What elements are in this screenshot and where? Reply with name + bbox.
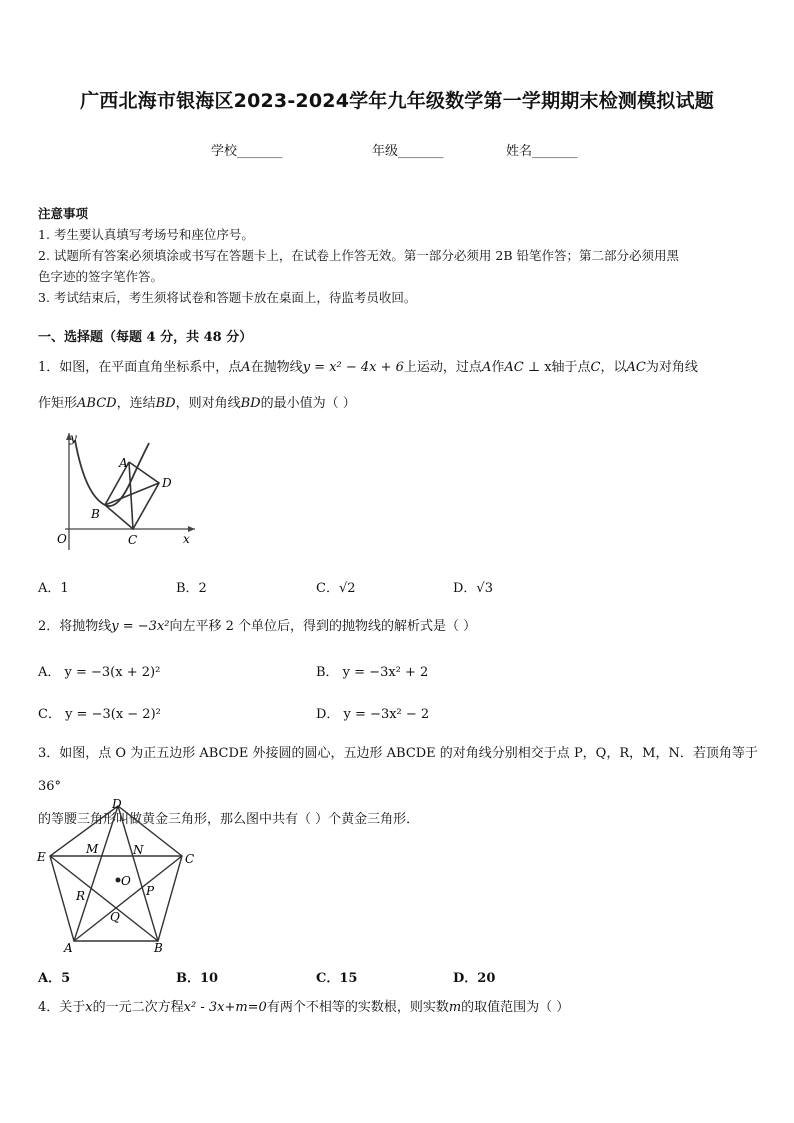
fig1-label-a: A (119, 456, 128, 470)
q3-option-a[interactable]: A．5 (38, 971, 71, 986)
fig1-label-c: C (128, 533, 138, 547)
note-item-3: 3. 考试结束后，考生须将试卷和答题卡放在桌面上，待监考员收回。 (38, 290, 417, 305)
note-item-1: 1. 考生要认真填写考场号和座位序号。 (38, 227, 254, 242)
q4-equation: x² - 3x+m=0 (183, 1000, 267, 1015)
fig1-label-d: D (162, 476, 172, 490)
fig3-label-q: Q (110, 910, 120, 924)
q2-option-c[interactable]: C． y = −3(x − 2)² (38, 707, 161, 722)
question-1-line-1: 1．如图，在平面直角坐标系中，点A在抛物线y = x² − 4x + 6上运动，过点A作AC ⊥ x轴于点C，以AC为对角线 (38, 360, 698, 375)
fig1-label-y: y (70, 431, 77, 445)
fig3-label-c: C (185, 852, 195, 866)
q1-equation: y = x² − 4x + 6 (302, 360, 404, 375)
question-3-line-2: 的等腰三角形叫做黄金三角形，那么图中共有（ ）个黄金三角形． (38, 812, 420, 827)
name-field: 姓名_______ (506, 144, 578, 159)
fig3-label-n: N (133, 843, 144, 857)
q1-option-d[interactable]: D．√3 (453, 581, 493, 596)
q1-option-a[interactable]: A．1 (38, 581, 69, 596)
fig3-label-p: P (146, 884, 155, 898)
q2-option-d[interactable]: D． y = −3x² − 2 (316, 707, 430, 722)
q3-option-d[interactable]: D．20 (453, 971, 496, 986)
q2-equation: y = −3x² (111, 619, 170, 634)
question-1 (38, 350, 758, 422)
notes-block (38, 203, 758, 308)
fig3-label-e: E (37, 850, 46, 864)
note-item-2b: 色字迹的签字笔作答。 (38, 269, 164, 284)
fig1-label-b: B (91, 507, 100, 521)
question-3-line-1: 3．如图，点 O 为正五边形 ABCDE 外接圆的圆心，五边形 ABCDE 的对角线分别相交于点 P，Q，R，M，N．若顶角等于 36° (38, 746, 758, 794)
school-field: 学校_______ (211, 144, 283, 159)
fig3-label-a: A (64, 941, 73, 955)
q1-option-b[interactable]: B．2 (176, 581, 207, 596)
grade-field: 年级_______ (372, 144, 444, 159)
section-heading-choice: 一、选择题（每题 4 分，共 48 分） (38, 330, 253, 345)
question-1-line-2: 作矩形ABCD，连结BD，则对角线BD的最小值为（ ） (38, 396, 356, 411)
fig3-label-b: B (154, 941, 163, 955)
fig3-label-o: O (121, 874, 131, 888)
q2-option-b[interactable]: B． y = −3x² + 2 (316, 665, 429, 680)
q3-option-b[interactable]: B．10 (176, 971, 219, 986)
fig1-label-x: x (183, 532, 190, 546)
question-2: 2．将抛物线y = −3x²向左平移 2 个单位后，得到的抛物线的解析式是（ ） (38, 619, 477, 634)
q2-option-a[interactable]: A． y = −3(x + 2)² (38, 665, 161, 680)
notes-header: 注意事项 (38, 206, 89, 221)
page-title: 广西北海市银海区2023-2024学年九年级数学第一学期期末检测模拟试题 (80, 90, 714, 112)
note-item-2a: 2. 试题所有答案必须填涂或书写在答题卡上，在试卷上作答无效。第一部分必须用 2B 铅笔作答；第二部分必须用黑 (38, 248, 679, 263)
question-4: 4．关于x的一元二次方程x² - 3x+m=0有两个不相等的实数根，则实数m的取值范围为（ ） (38, 1000, 570, 1015)
q1-option-c[interactable]: C．√2 (316, 581, 356, 596)
q3-option-c[interactable]: C．15 (316, 971, 358, 986)
fig3-label-d: D (112, 797, 122, 811)
fig3-label-m: M (86, 842, 99, 856)
q1-figure (55, 425, 205, 559)
fig3-label-r: R (76, 889, 86, 903)
fig1-label-o: O (57, 532, 67, 546)
q3-figure (36, 796, 206, 960)
